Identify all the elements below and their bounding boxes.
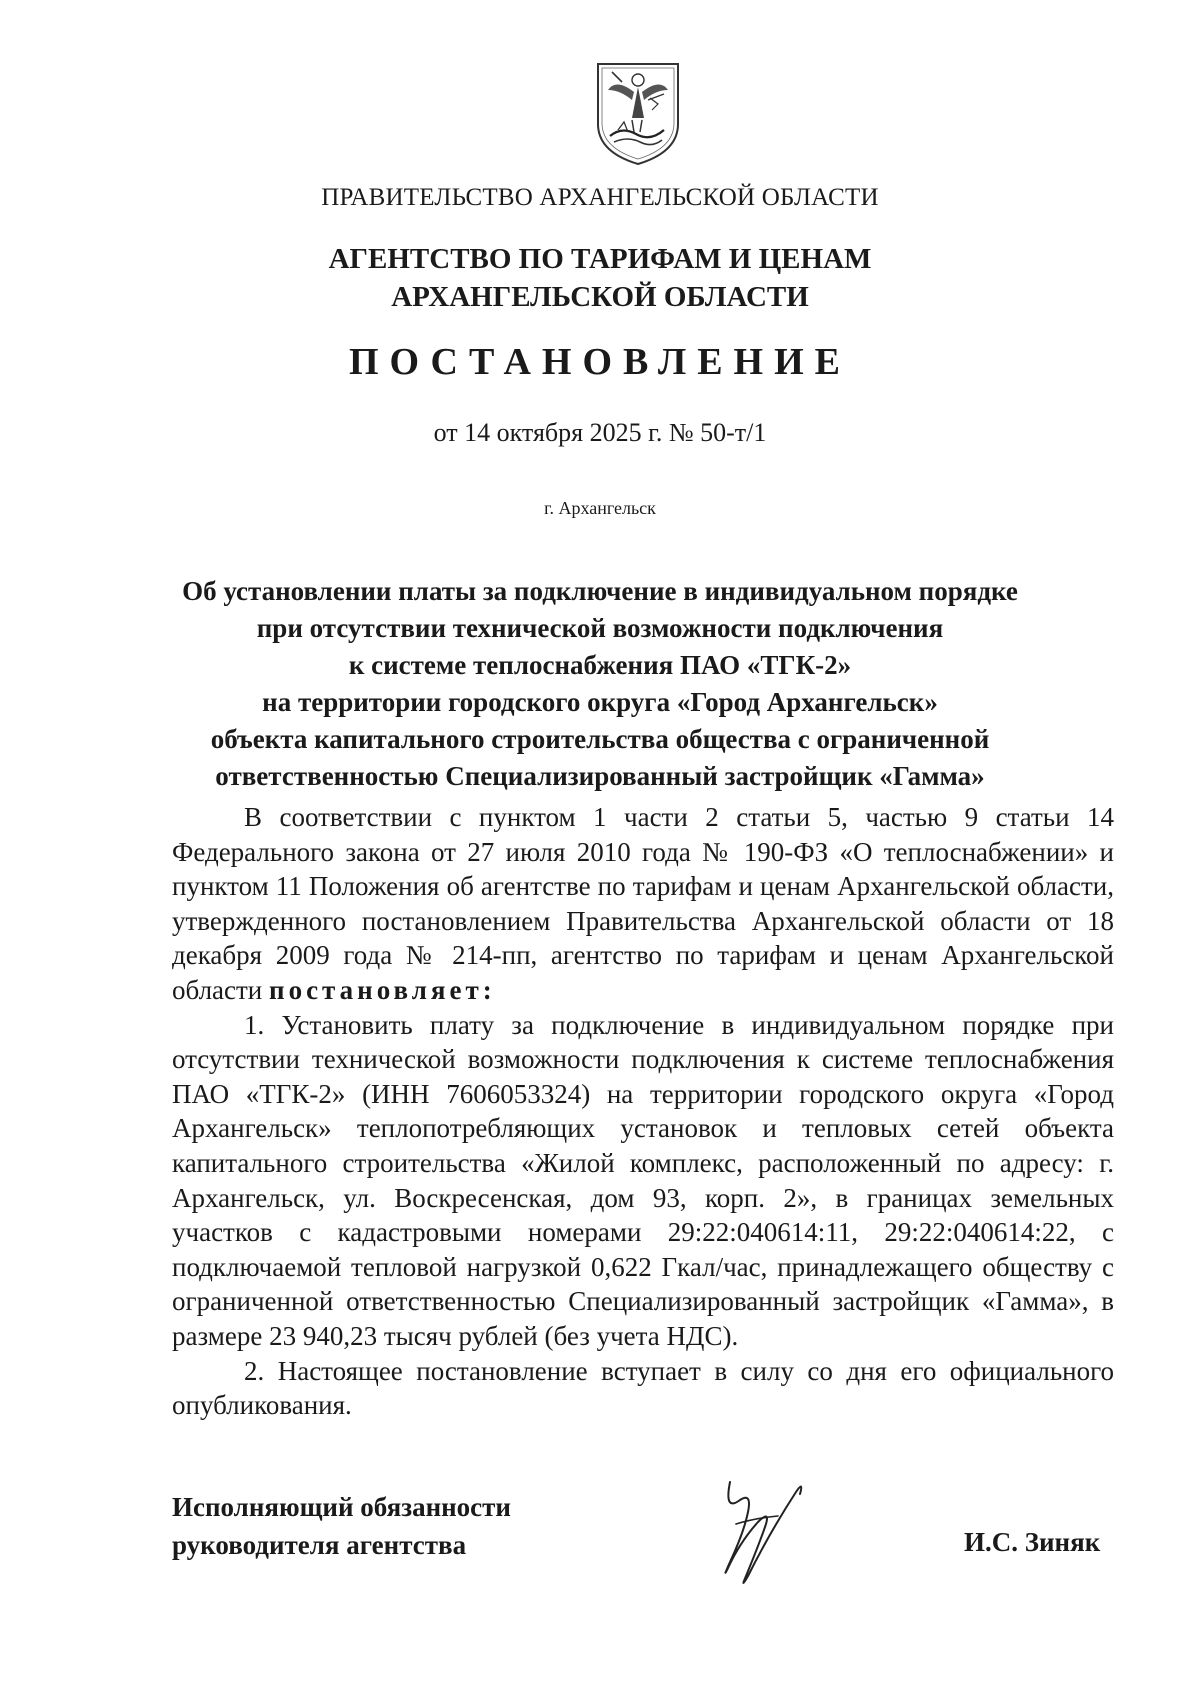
title-line: на территории городского округа «Город Архангельск» [262,687,938,717]
signatory-position-line-1: Исполняющий обязанности [172,1492,511,1522]
agency-name-line-1: АГЕНТСТВО ПО ТАРИФАМ И ЦЕНАМ [328,243,872,275]
signatory-position [172,1488,511,1564]
signatory-name: И.С. Зиняк [964,1527,1101,1557]
title-line: при отсутствии технической возможности подключения [256,613,944,643]
handwritten-signature [700,1472,830,1596]
preamble-paragraph [172,800,1114,1008]
agency-name [0,240,1200,316]
document-body [172,800,1114,1423]
signatory-position-line-2: руководителя агентства [172,1530,467,1560]
document-city: г. Архангельск [544,498,656,518]
title-line: к системе теплоснабжения ПАО «ТГК-2» [348,650,852,680]
title-line: Об установлении платы за подключение в индивидуальном порядке [182,576,1018,606]
coat-of-arms-icon [592,60,684,168]
document-date-number: от 14 октября 2025 г. № 50-т/1 [433,418,767,447]
government-name: ПРАВИТЕЛЬСТВО АРХАНГЕЛЬСКОЙ ОБЛАСТИ [321,184,879,211]
decree-word: постановляет: [269,974,496,1005]
agency-name-line-2: АРХАНГЕЛЬСКОЙ ОБЛАСТИ [391,281,809,313]
item-2-paragraph: 2. Настоящее постановление вступает в силу со дня его официального опубликования. [172,1355,1114,1421]
document-title [150,573,1050,795]
document-type-heading: ПОСТАНОВЛЕНИЕ [348,341,852,383]
preamble-text: В соответствии с пунктом 1 части 2 статьи 5, частью 9 статьи 14 Федерального закона от 27 июля 2010 года № 190-ФЗ «О теплоснабжении» и пунктом 11 Положения об агентстве по тарифам и ценам Архангельской области, утвержденного постановлением Правительства Архангельской области от 18 декабря 2009 года № 214-пп, агентство по тарифам и ценам Архангельской области [172,802,1114,1005]
title-line: ответственностью Специализированный застройщик «Гамма» [215,761,985,791]
title-line: объекта капитального строительства общества с ограниченной [210,724,990,754]
item-1-paragraph: 1. Установить плату за подключение в индивидуальном порядке при отсутствии технической возможности подключения к системе теплоснабжения ПАО «ТГК-2» (ИНН 7606053324) на территории городского округа «Город Архангельск» теплопотребляющих установок и тепловых сетей объекта капитального строительства «Жилой комплекс, расположенный по адресу: г. Архангельск, ул. Воскресенская, дом 93, корп. 2», в границах земельных участков с кадастровыми номерами 29:22:040614:11, 29:22:040614:22, с подключаемой тепловой нагрузкой 0,622 Гкал/час, принадлежащего обществу с ограниченной ответственностью Специализированный застройщик «Гамма», в размере 23 940,23 тысяч рублей (без учета НДС). [172,1009,1114,1351]
